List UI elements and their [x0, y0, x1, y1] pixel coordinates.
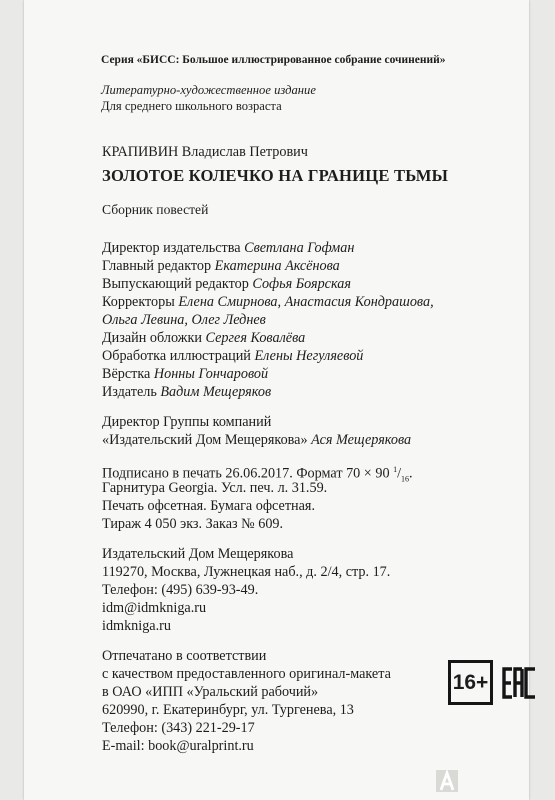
credit-director [102, 240, 354, 256]
credit-name: Нонны Гончаровой [153, 366, 269, 382]
print-signed-text: Подписано в печать 26.06.2017. Формат 70 × 90 [102, 465, 390, 482]
print-font: Гарнитура Georgia. Усл. печ. л. 31.59. [102, 480, 328, 496]
credit-name: Екатерина Аксёнова [214, 258, 340, 274]
printer-line-2: с качеством предоставленного оригинал-макета [102, 666, 391, 682]
printer-line-4: 620990, г. Екатеринбург, ул. Тургенева, 13 [102, 702, 354, 718]
eac-mark-icon [502, 664, 538, 702]
publisher-name: Издательский Дом Мещерякова [102, 546, 294, 562]
printer-line-5: Телефон: (343) 221-29-17 [102, 720, 255, 736]
credit-label: Главный редактор [102, 258, 212, 274]
edition-type: Литературно-художественное издание [101, 83, 316, 97]
credit-layout [102, 366, 268, 382]
credit-name: Вадим Мещеряков [160, 384, 272, 400]
credit-label: Корректоры [102, 294, 175, 310]
series-line: Серия «БИСС: Большое иллюстрированное собрание сочинений» [101, 54, 446, 66]
credit-correctors-cont: Ольга Левина, Олег Леднев [102, 312, 266, 328]
group-director [102, 432, 411, 448]
book-title: ЗОЛОТОЕ КОЛЕЧКО НА ГРАНИЦЕ ТЬМЫ [102, 166, 449, 185]
credit-name: Софья Боярская [252, 276, 351, 292]
age-rating-badge: 16+ [448, 660, 493, 705]
credit-correctors [102, 294, 434, 310]
credit-publisher [102, 384, 271, 400]
author-line: КРАПИВИН Владислав Петрович [102, 144, 308, 160]
credit-name: Елена Смирнова, Анастасия Кондрашова, [178, 294, 434, 310]
audience-line: Для среднего школьного возраста [101, 99, 282, 113]
print-offset: Печать офсетная. Бумага офсетная. [102, 498, 315, 514]
credit-label: Издатель [102, 384, 157, 400]
credit-name: Елены Негуляевой [254, 348, 364, 364]
credit-illustrations [102, 348, 363, 364]
imprint-page [24, 0, 529, 800]
printer-line-3: в ОАО «ИПП «Уральский рабочий» [102, 684, 319, 700]
publisher-phone: Телефон: (495) 639-93-49. [102, 582, 259, 598]
credit-label: Обработка иллюстраций [102, 348, 251, 364]
publisher-email: idm@idmkniga.ru [102, 600, 207, 616]
credit-chief-editor [102, 258, 340, 274]
print-run: Тираж 4 050 экз. Заказ № 609. [102, 516, 284, 532]
group-company: «Издательский Дом Мещерякова» [102, 432, 308, 448]
credit-name: Светлана Гофман [244, 240, 355, 256]
credit-label: Дизайн обложки [102, 330, 202, 346]
format-end: . [409, 465, 413, 482]
credit-label: Вёрстка [102, 366, 151, 382]
credit-cover [102, 330, 305, 346]
publisher-site: idmkniga.ru [102, 618, 171, 634]
print-signed: Подписано в печать 26.06.2017. Формат 70 × 90 $^1/_{16}$. [102, 465, 413, 484]
format-denominator: 16 [401, 474, 410, 484]
publisher-address: 119270, Москва, Лужнецкая наб., д. 2/4, стр. 17. [102, 564, 391, 580]
group-director-name: Ася Мещерякова [311, 432, 412, 448]
printer-line-1: Отпечатано в соответствии [102, 648, 267, 664]
credit-label: Директор издательства [102, 240, 241, 256]
format-numerator: 1 [393, 465, 398, 474]
group-director-label: Директор Группы компаний [102, 414, 272, 430]
watermark-logo-icon [436, 770, 466, 796]
printer-line-6: E-mail: book@uralprint.ru [102, 738, 254, 754]
book-subtitle: Сборник повестей [102, 202, 209, 217]
credit-label: Выпускающий редактор [102, 276, 249, 292]
credit-issuing-editor [102, 276, 351, 292]
credit-name: Сергея Ковалёва [205, 330, 306, 346]
